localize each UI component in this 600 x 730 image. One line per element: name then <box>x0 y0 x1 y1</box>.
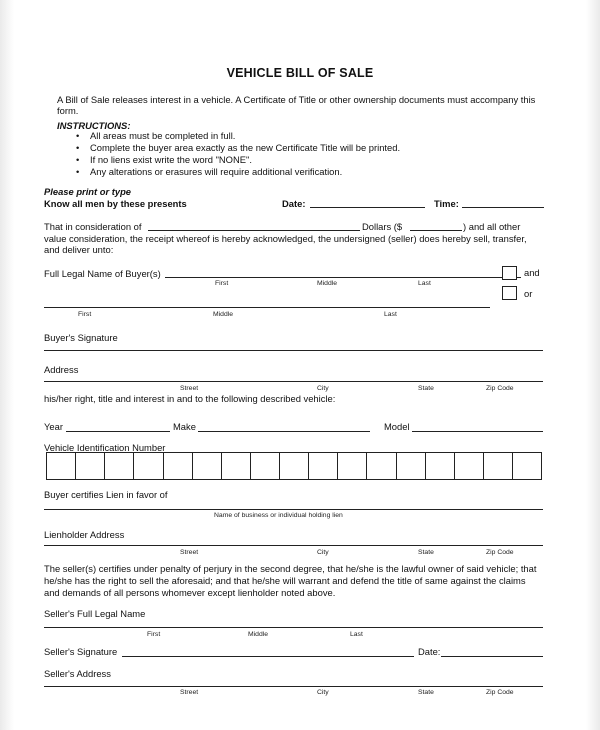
vin-cell[interactable] <box>76 453 105 479</box>
first-caption: First <box>147 631 161 638</box>
make-label: Make <box>173 421 196 432</box>
seller-name-field[interactable] <box>44 627 543 628</box>
date-label: Date: <box>282 198 306 209</box>
vin-cell[interactable] <box>105 453 134 479</box>
instruction-item: • All areas must be completed in full. <box>76 130 400 142</box>
consideration-text-3: ) and all other <box>463 221 521 232</box>
year-label: Year <box>44 421 63 432</box>
vin-cell[interactable] <box>251 453 280 479</box>
last-caption: Last <box>350 631 363 638</box>
date-field[interactable] <box>310 207 425 208</box>
buyer-name-field-1[interactable] <box>165 277 521 278</box>
know-all-label: Know all men by these presents <box>44 198 187 209</box>
consideration-text-2: Dollars ($ <box>362 221 403 232</box>
last-caption: Last <box>384 311 397 318</box>
form-title: VEHICLE BILL OF SALE <box>226 66 374 80</box>
and-label: and <box>524 267 540 278</box>
lien-label: Buyer certifies Lien in favor of <box>44 489 168 500</box>
seller-date-label: Date: <box>418 646 441 657</box>
seller-address-field[interactable] <box>44 686 543 687</box>
vin-cell[interactable] <box>455 453 484 479</box>
street-caption: Street <box>180 549 199 556</box>
instruction-item: • Any alterations or erasures will require additional verification. <box>76 166 400 178</box>
buyer-name-label: Full Legal Name of Buyer(s) <box>44 268 161 279</box>
vin-cell[interactable] <box>47 453 76 479</box>
seller-cert-line-2: he/she has the right to sell the aforesaid; and that he/she will warrant and defend the title of same against the claims <box>44 575 526 586</box>
zip-caption: Zip Code <box>486 689 514 696</box>
middle-caption: Middle <box>213 311 234 318</box>
buyer-signature-field[interactable] <box>44 350 543 351</box>
state-caption: State <box>418 385 434 392</box>
seller-name-label: Seller's Full Legal Name <box>44 608 146 619</box>
consideration-words-field[interactable] <box>148 230 360 231</box>
vin-label: Vehicle Identification Number <box>44 442 166 453</box>
or-checkbox[interactable] <box>502 286 517 300</box>
city-caption: City <box>317 385 329 392</box>
vin-cell[interactable] <box>134 453 163 479</box>
zip-caption: Zip Code <box>486 385 514 392</box>
consideration-line-2: value consideration, the receipt whereof is hereby acknowledged, the undersigned (seller) does hereby sell, transfer, <box>44 233 527 244</box>
seller-date-field[interactable] <box>441 656 543 657</box>
time-field[interactable] <box>462 207 544 208</box>
first-caption: First <box>215 280 229 287</box>
vin-cell[interactable] <box>280 453 309 479</box>
and-checkbox[interactable] <box>502 266 517 280</box>
model-field[interactable] <box>412 431 543 432</box>
intro-line-1: A Bill of Sale releases interest in a vehicle. A Certificate of Title or other ownership documents must accompany this <box>57 94 536 105</box>
instruction-item: • Complete the buyer area exactly as the new Certificate Title will be printed. <box>76 142 400 154</box>
or-label: or <box>524 288 533 299</box>
vehicle-intro-text: his/her right, title and interest in and to the following described vehicle: <box>44 393 336 404</box>
instructions-heading: INSTRUCTIONS: <box>57 120 131 131</box>
zip-caption: Zip Code <box>486 549 514 556</box>
lienholder-address-field[interactable] <box>44 545 543 546</box>
address-label: Address <box>44 364 79 375</box>
state-caption: State <box>418 689 434 696</box>
please-print-label: Please print or type <box>44 186 132 197</box>
last-caption: Last <box>418 280 431 287</box>
vin-cell[interactable] <box>513 453 541 479</box>
vin-input-grid[interactable] <box>46 452 542 480</box>
vin-cell[interactable] <box>164 453 193 479</box>
make-field[interactable] <box>198 431 370 432</box>
lien-holder-caption: Name of business or individual holding lien <box>214 512 343 519</box>
lien-holder-field[interactable] <box>44 509 543 510</box>
buyer-address-field[interactable] <box>44 381 543 382</box>
model-label: Model <box>384 421 410 432</box>
middle-caption: Middle <box>317 280 338 287</box>
time-label: Time: <box>434 198 459 209</box>
intro-line-2: form. <box>57 105 79 116</box>
instruction-item: • If no liens exist write the word "NONE". <box>76 154 400 166</box>
state-caption: State <box>418 549 434 556</box>
seller-address-label: Seller's Address <box>44 668 111 679</box>
buyer-signature-label: Buyer's Signature <box>44 332 118 343</box>
city-caption: City <box>317 549 329 556</box>
seller-cert-line-1: The seller(s) certifies under penalty of perjury in the second degree, that he/she is the lawful owner of said vehicle; that <box>44 563 537 574</box>
vin-cell[interactable] <box>222 453 251 479</box>
vin-cell[interactable] <box>309 453 338 479</box>
vin-cell[interactable] <box>338 453 367 479</box>
city-caption: City <box>317 689 329 696</box>
middle-caption: Middle <box>248 631 269 638</box>
lienholder-address-label: Lienholder Address <box>44 529 125 540</box>
consideration-text-1: That in consideration of <box>44 221 142 232</box>
consideration-line-3: and deliver unto: <box>44 244 114 255</box>
year-field[interactable] <box>66 431 170 432</box>
vin-cell[interactable] <box>193 453 222 479</box>
buyer-name-field-2[interactable] <box>44 307 490 308</box>
seller-signature-field[interactable] <box>122 656 414 657</box>
vin-cell[interactable] <box>367 453 396 479</box>
street-caption: Street <box>180 689 199 696</box>
instructions-list <box>76 130 400 178</box>
seller-cert-line-3: and demands of all persons whomever except lienholder noted above. <box>44 587 336 598</box>
vin-cell[interactable] <box>397 453 426 479</box>
first-caption: First <box>78 311 92 318</box>
consideration-amount-field[interactable] <box>410 230 462 231</box>
vin-cell[interactable] <box>426 453 455 479</box>
vin-cell[interactable] <box>484 453 513 479</box>
seller-signature-label: Seller's Signature <box>44 646 118 657</box>
street-caption: Street <box>180 385 199 392</box>
